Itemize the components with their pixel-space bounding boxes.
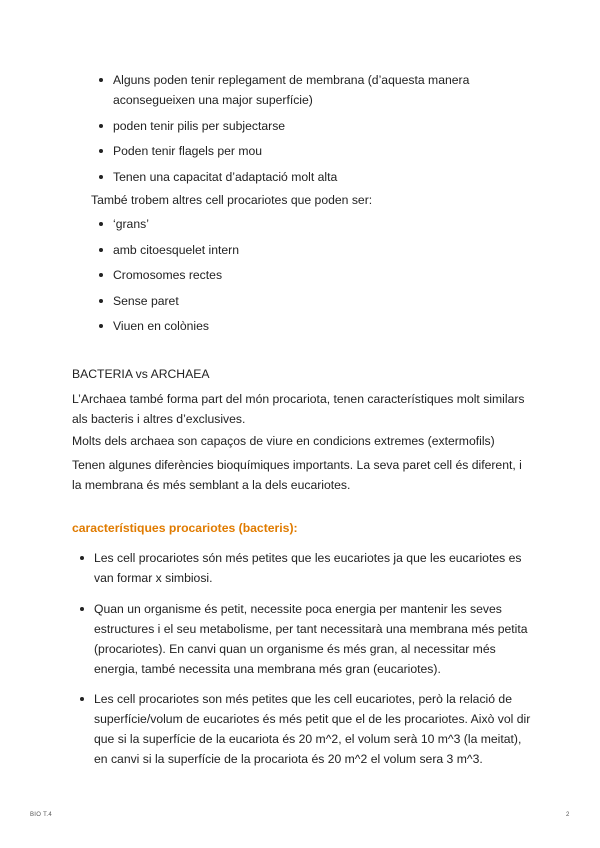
bullet-list-other (113, 214, 493, 342)
paragraph: L’Archaea també forma part del món procariota, tenen característiques molt similars als bacteris i altres d’exclusives. (72, 392, 525, 426)
list-item: Poden tenir flagels per mou (113, 141, 493, 161)
list-item: Les cell procariotes són més petites que les eucariotes ja que les eucariotes es van formar x simbiosi. (94, 548, 534, 588)
list-item: poden tenir pilis per subjectarse (113, 116, 493, 136)
list-item: Les cell procariotes son més petites que les cell eucariotes, però la relació de superfície/volum de eucariotes és més petit que el de les procariotes. Això vol dir que si la superfície de la eucariota és 20 m^2, el volum serà 10 m^3 (la meitat), en canvi si la superfície de la procariota és 20 m^2 el volum sera 3 m^3. (94, 689, 534, 769)
section-title: BACTERIA vs ARCHAEA (72, 367, 210, 381)
paragraph: Tenen algunes diferències bioquímiques importants. La seva paret cell és diferent, i la membrana és més semblant a la dels eucariotes. (72, 458, 522, 492)
paragraph: Molts dels archaea son capaços de viure en condicions extremes (extermofils) (72, 434, 495, 448)
list-item: Viuen en colònies (113, 316, 493, 336)
intro-paragraph: També trobem altres cell procariotes que poden ser: (91, 193, 373, 207)
list-item: Quan un organisme és petit, necessite poca energia per mantenir les seves estructures i el seu metabolisme, per tant necessitarà una membrana més petita (procariotes). En canvi quan un organisme és més gran, al necessitar més energia, també necessita una membrana més gran (eucariotes). (94, 599, 534, 679)
page-number: 2 (566, 812, 570, 818)
list-item: ‘grans’ (113, 214, 493, 234)
list-item: Tenen una capacitat d’adaptació molt alta (113, 167, 493, 187)
list-item: Alguns poden tenir replegament de membrana (d’aquesta manera aconsegueixen una major superfície) (113, 70, 493, 110)
section-heading: característiques procariotes (bacteris): (72, 521, 298, 535)
bullet-list-bottom (94, 548, 534, 780)
footer-label: BIO T.4 (30, 812, 52, 818)
list-item: amb citoesquelet intern (113, 240, 493, 260)
list-item: Sense paret (113, 291, 493, 311)
bullet-list-top (113, 70, 493, 192)
list-item: Cromosomes rectes (113, 265, 493, 285)
